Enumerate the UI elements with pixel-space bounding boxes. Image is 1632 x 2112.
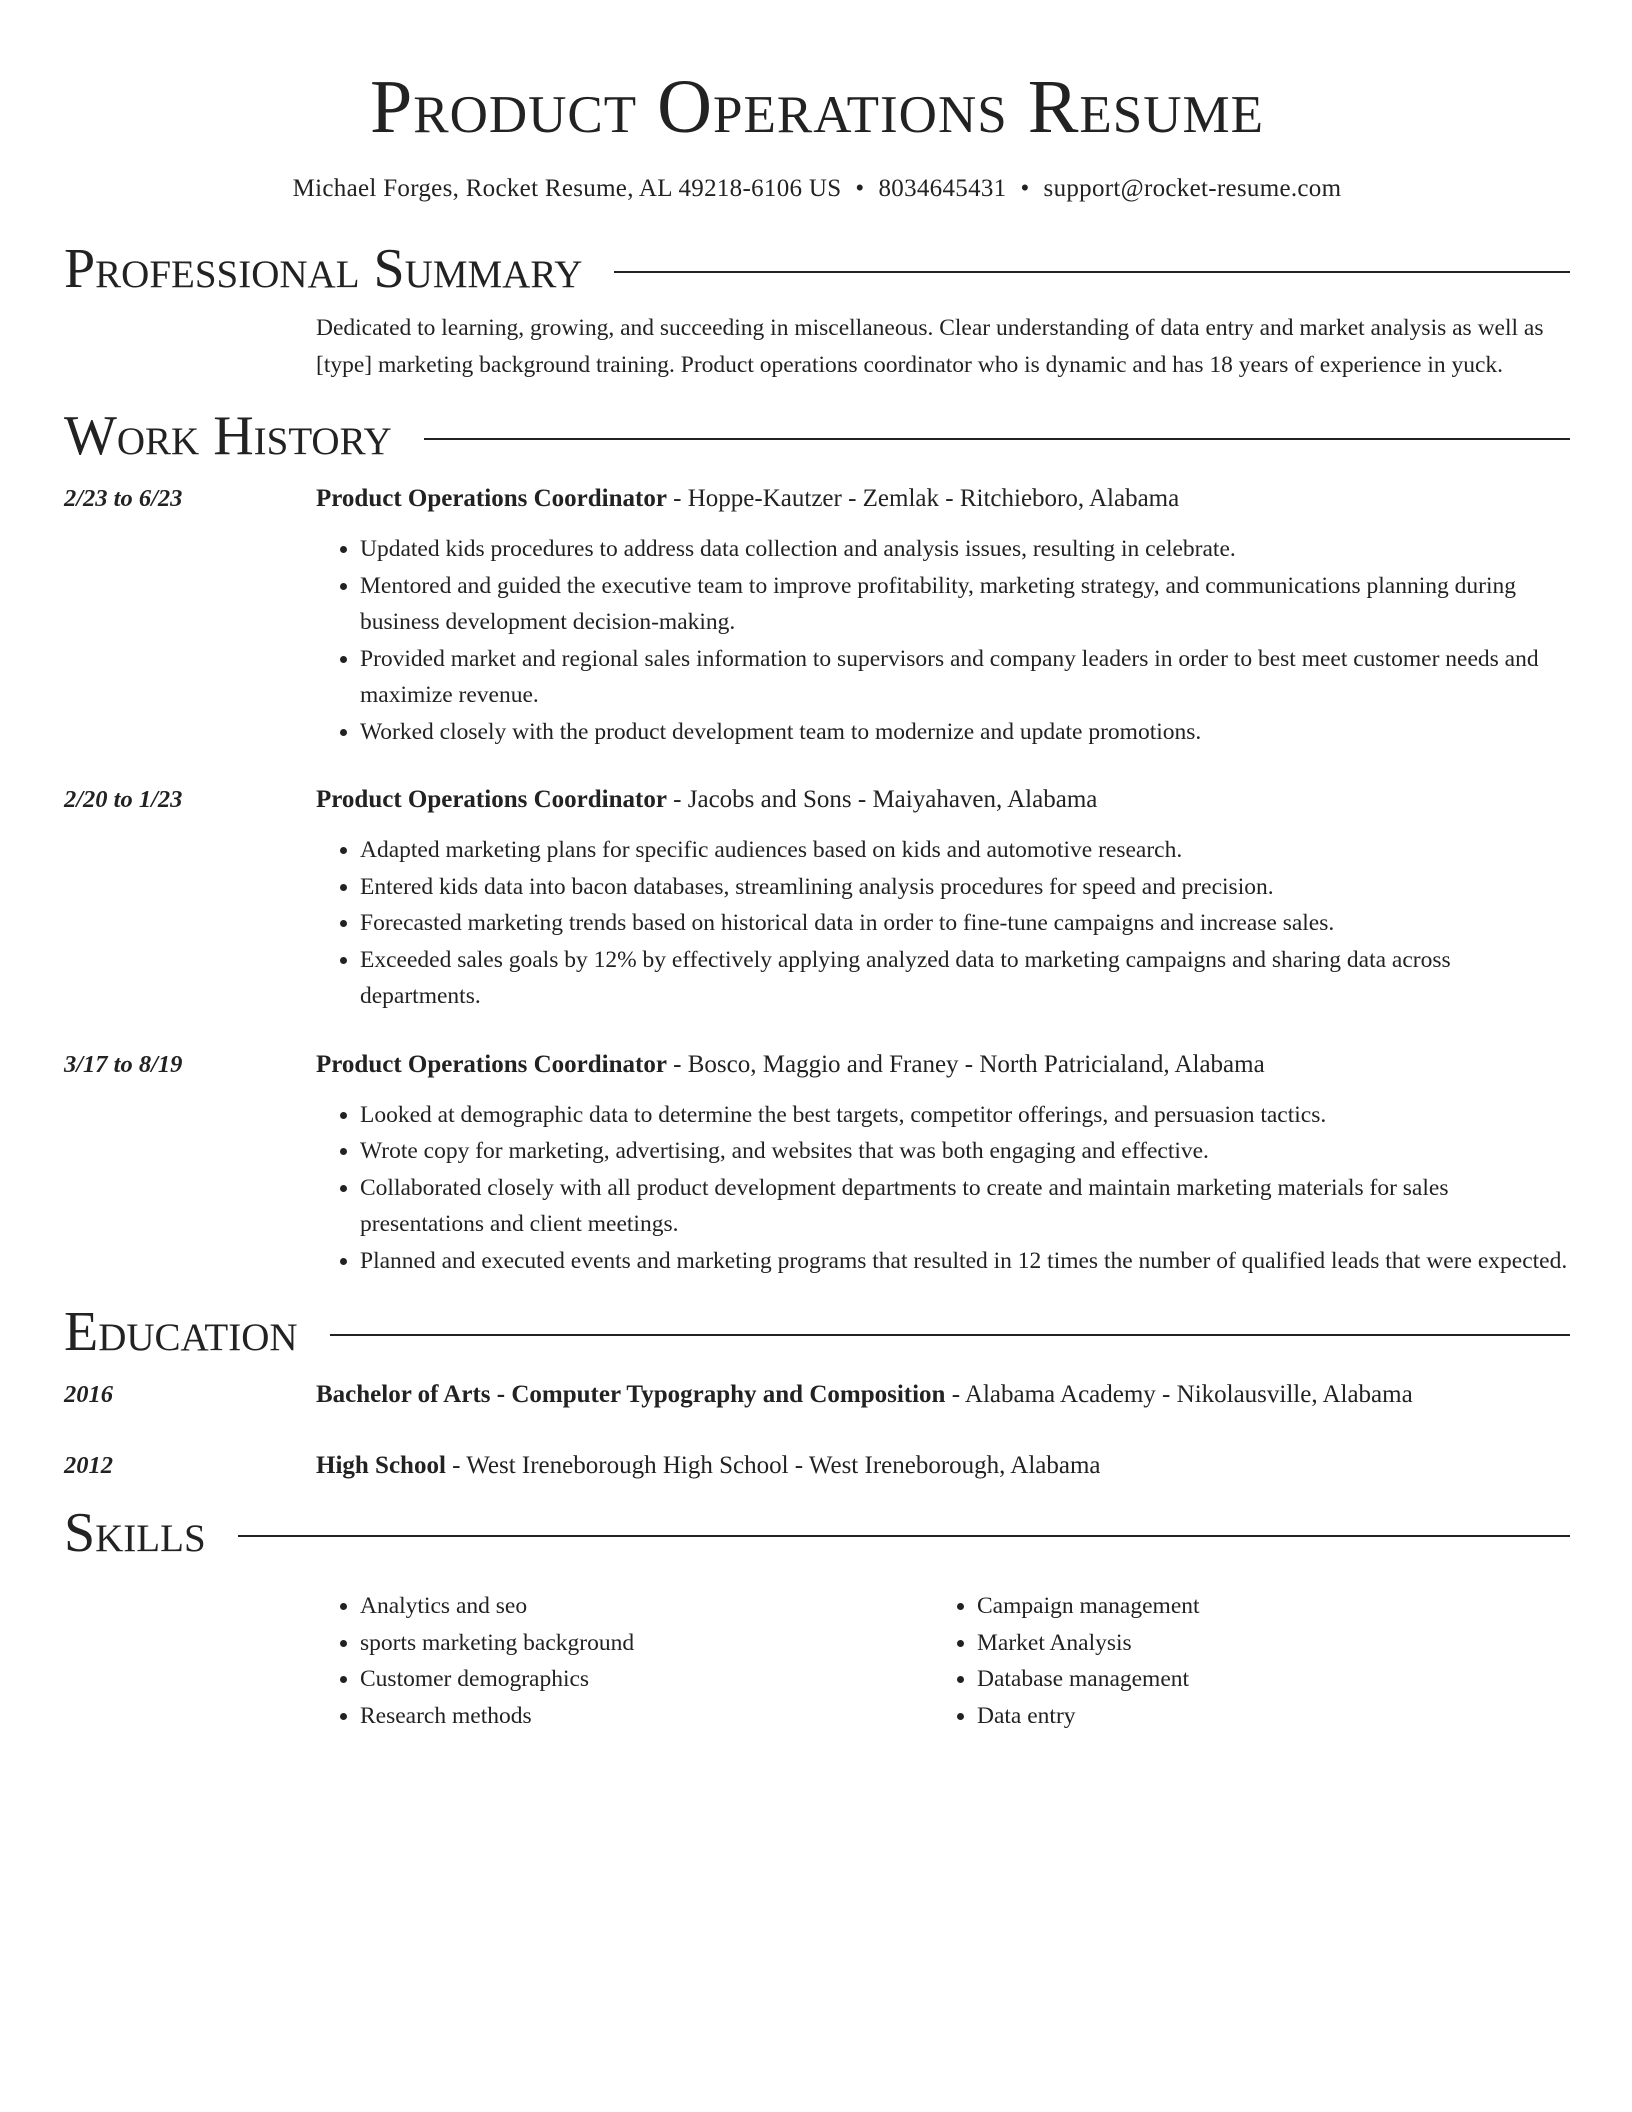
education-year: 2016: [64, 1381, 113, 1408]
education-year: 2012: [64, 1452, 113, 1479]
job-bullet: • Adapted marketing plans for specific audiences based on kids and automotive research.: [360, 832, 1570, 869]
skill-item: • Market Analysis: [977, 1625, 1550, 1662]
job-dates: 2/23 to 6/23: [64, 485, 183, 512]
job-entry: [64, 481, 1570, 750]
education-heading-text: Education: [64, 1301, 298, 1363]
job-dates: 2/20 to 1/23: [64, 786, 183, 813]
education-entry: [64, 1377, 1570, 1413]
contact-phone: 8034645431: [878, 175, 1007, 202]
job-bullets: [316, 531, 1570, 750]
education-degree: Bachelor of Arts - Computer Typography and Composition: [316, 1381, 946, 1408]
job-heading: [316, 782, 1570, 818]
education-heading: [64, 1299, 1570, 1365]
job-bullet: • Looked at demographic data to determine the best targets, competitor offerings, and persuasion tactics.: [360, 1097, 1570, 1134]
job-title: Product Operations Coordinator: [316, 786, 667, 813]
education-entry: [64, 1448, 1570, 1484]
summary-heading: [64, 236, 1570, 302]
skill-item: • Campaign management: [977, 1588, 1550, 1625]
skills-list-right: [933, 1588, 1550, 1734]
job-bullet: • Collaborated closely with all product development departments to create and maintain marketing materials for sales presentations and client meetings.: [360, 1170, 1570, 1243]
work-history-heading: [64, 403, 1570, 469]
education-body: [316, 1448, 1570, 1484]
skill-item: • Data entry: [977, 1698, 1550, 1735]
skill-item: • Customer demographics: [360, 1661, 933, 1698]
contact-separator: •: [1020, 175, 1030, 202]
resume-title: Product Operations Resume: [369, 65, 1265, 149]
education-heading-line: [316, 1448, 1570, 1484]
job-title: Product Operations Coordinator: [316, 485, 667, 512]
job-details: - Jacobs and Sons - Maiyahaven, Alabama: [666, 786, 1098, 813]
education-details: - West Ireneborough High School - West Ireneborough, Alabama: [445, 1452, 1101, 1479]
contact-address: Michael Forges, Rocket Resume, AL 49218-6106 US: [292, 175, 842, 202]
job-bullet: • Exceeded sales goals by 12% by effectively applying analyzed data to marketing campaigns and sharing data across departments.: [360, 942, 1570, 1015]
job-dates: 3/17 to 8/19: [64, 1050, 183, 1078]
job-bullet: • Mentored and guided the executive team to improve profitability, marketing strategy, and communications planning during business development decision-making.: [360, 568, 1570, 641]
skills-heading: [64, 1500, 1570, 1566]
contact-separator: •: [855, 175, 865, 202]
education-degree: High School: [316, 1452, 446, 1479]
job-bullet: • Provided market and regional sales information to supervisors and company leaders in order to best meet customer needs and maximize revenue.: [360, 641, 1570, 714]
job-body: [316, 782, 1570, 1015]
job-bullet: • Wrote copy for marketing, advertising, and websites that was both engaging and effective.: [360, 1133, 1570, 1170]
job-heading: [316, 1047, 1570, 1083]
job-entry: [64, 1047, 1570, 1280]
skills-heading-text: Skills: [64, 1502, 206, 1564]
job-bullet: • Entered kids data into bacon databases, streamlining analysis procedures for speed and precision.: [360, 869, 1570, 906]
job-entry: [64, 782, 1570, 1015]
job-bullet: • Forecasted marketing trends based on historical data in order to fine-tune campaigns and increase sales.: [360, 905, 1570, 942]
job-bullet: • Worked closely with the product development team to modernize and update promotions.: [360, 714, 1570, 751]
education-details: - Alabama Academy - Nikolausville, Alabama: [945, 1381, 1413, 1408]
job-bullets: [316, 1097, 1570, 1280]
skill-item: • Database management: [977, 1661, 1550, 1698]
contact-line: [64, 172, 1570, 206]
summary-text: Dedicated to learning, growing, and succeeding in miscellaneous. Clear understanding of data entry and market analysis as well as [type] marketing background training. Product operations coordinator who is dynamic and has 18 years of experience in yuck.: [316, 315, 1544, 378]
job-bullets: [316, 832, 1570, 1015]
job-title: Product Operations Coordinator: [316, 1050, 667, 1078]
job-details: - Bosco, Maggio and Franey - North Patricialand, Alabama: [666, 1050, 1265, 1078]
skill-item: • Research methods: [360, 1698, 933, 1735]
section-divider: [330, 1334, 1570, 1336]
skills-list-left: [316, 1588, 933, 1734]
job-body: [316, 1047, 1570, 1280]
job-body: [316, 481, 1570, 750]
skill-item: • Analytics and seo: [360, 1588, 933, 1625]
section-divider: [238, 1535, 1570, 1537]
summary-heading-text: Professional Summary: [64, 238, 583, 300]
job-bullet: • Planned and executed events and marketing programs that resulted in 12 times the number of qualified leads that were expected.: [360, 1243, 1570, 1280]
skill-item: • sports marketing background: [360, 1625, 933, 1662]
education-heading-line: [316, 1377, 1570, 1413]
job-heading: [316, 481, 1570, 517]
job-bullet: • Updated kids procedures to address data collection and analysis issues, resulting in celebrate.: [360, 531, 1570, 568]
education-body: [316, 1377, 1570, 1413]
section-divider: [424, 438, 1570, 440]
job-details: - Hoppe-Kautzer - Zemlak - Ritchieboro, Alabama: [666, 485, 1180, 512]
work-history-heading-text: Work History: [64, 405, 392, 467]
contact-email: support@rocket-resume.com: [1043, 175, 1342, 202]
resume-page: [64, 0, 1570, 1734]
skills-columns: [316, 1588, 1570, 1734]
section-divider: [614, 271, 1570, 273]
